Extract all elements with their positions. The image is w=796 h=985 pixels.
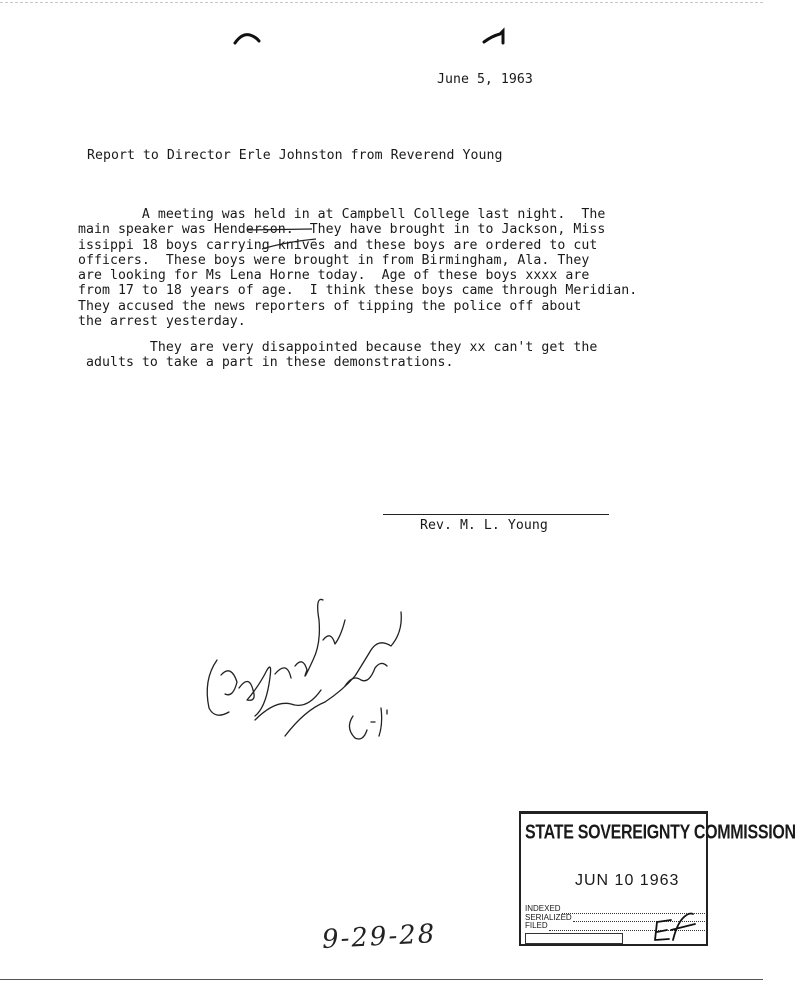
commission-stamp	[519, 811, 796, 946]
knives-underline	[260, 238, 320, 252]
paragraph-1	[78, 207, 637, 329]
paragraph-2-line: adults to take a part in these demonstrations.	[86, 355, 454, 371]
stamp-row-label: SERIALIZED	[525, 912, 572, 922]
signature-line	[383, 514, 609, 515]
top-edge-dashes	[0, 2, 763, 3]
stamp-title: STATE SOVEREIGNTY COMMISSION	[525, 822, 796, 844]
document-date: June 5, 1963	[437, 72, 533, 87]
bottom-edge-line	[0, 979, 763, 980]
paragraph-1-line: issippi 18 boys carrying knives and these boys are ordered to cut	[78, 237, 598, 253]
stamp-box	[525, 933, 623, 944]
paragraph-1-line: are looking for Ms Lena Horne today. Age of these boys xxxx are	[78, 268, 590, 284]
stamp-date: JUN 10 1963	[575, 872, 680, 889]
paragraph-2-line: They are very disappointed because they xx can't get the	[86, 340, 598, 355]
handwritten-file-number: 9-29-28	[321, 919, 437, 955]
paragraph-1-line: A meeting was held in at Campbell College last night. The	[78, 207, 606, 222]
stamp-row-label: INDEXED	[525, 904, 561, 913]
stamp-row-label: FILED	[525, 921, 548, 930]
paragraph-2	[86, 340, 597, 371]
paragraph-1-line: officers. These boys were brought in from Birmingham, Ala. They	[78, 252, 590, 268]
paragraph-1-line: They accused the news reporters of tipping the police off about	[78, 298, 582, 314]
paragraph-1-line: main speaker was Henderson. They have brought in to Jackson, Miss	[78, 222, 606, 238]
henderson-underline	[246, 227, 316, 235]
signature-name: Rev. M. L. Young	[420, 518, 548, 533]
report-heading: Report to Director Erle Johnston from Reverend Young	[87, 148, 503, 163]
top-left-mark	[232, 30, 262, 46]
paragraph-1-line: the arrest yesterday.	[78, 314, 246, 330]
top-right-mark	[482, 28, 506, 46]
handwritten-annotation	[195, 590, 415, 750]
paragraph-1-line: from 17 to 18 years of age. I think these boys came through Meridian.	[78, 283, 638, 299]
stamp-initials	[649, 910, 699, 946]
